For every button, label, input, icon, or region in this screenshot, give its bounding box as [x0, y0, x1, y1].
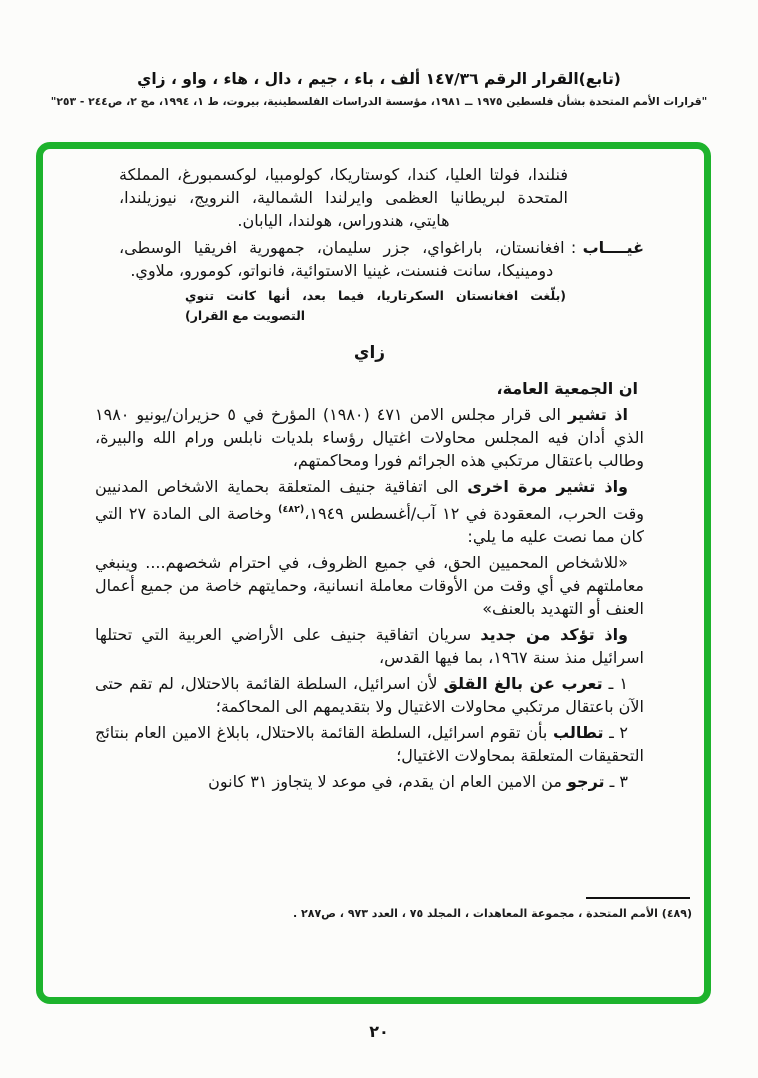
vote-list-continuation: فنلندا، فولتا العليا، كندا، كوستاريكا، كولومبيا، لوكسمبورغ، المملكة المتحدة لبريطانيا العظمى وايرلندا الشمالية، النرويج، نيوزيلندا، هايتي، هندوراس، هولندا، اليابان.	[119, 165, 568, 230]
resolution-content	[95, 163, 644, 793]
section-heading-zay: زاي	[353, 343, 386, 363]
clause-lead: تعرب عن بالغ القلق	[443, 674, 603, 693]
operative-clause-1	[95, 672, 644, 718]
secretariat-note: (بلّغت افغانستان السكرتاريا، فيما بعد، أنها كانت تنوي التصويت مع القرار)	[185, 288, 566, 323]
source-citation: "قرارات الأمم المتحدة بشأن فلسطين ١٩٧٥ ــ ١٩٨١، مؤسسة الدراسات الفلسطينية، بيروت، ط ١، ١٩٩٤، مج ٢، ص٢٤٤ - ٢٥٣"	[50, 95, 708, 108]
footnote-text: (٤٨٩) الأمم المتحدة ، مجموعة المعاهدات ، المجلد ٧٥ ، العدد ٩٧٣ ، ص٢٨٧ .	[293, 907, 692, 920]
page-number: ٢٠	[369, 1022, 389, 1041]
footnote-divider	[586, 897, 690, 899]
clause-number: ٢ ـ	[603, 723, 628, 742]
paragraph-lead: واذ تشير مرة اخرى	[467, 477, 629, 496]
clause-number: ١ ـ	[602, 674, 629, 693]
clause-lead: تطالب	[552, 723, 604, 742]
clause-number: ٣ ـ	[604, 772, 628, 791]
assembly-intro: ان الجمعية العامة،	[496, 379, 638, 398]
preamble-recall-security-council	[95, 403, 644, 472]
resolution-frame	[36, 142, 711, 1004]
preamble-reaffirm	[95, 623, 644, 669]
absent-row	[119, 236, 644, 282]
page-header	[0, 70, 758, 108]
clause-text: بأن تقوم اسرائيل، السلطة القائمة بالاحتلال، بابلاغ الامين العام بنتائج التحقيقات المتعلقة بمحاولات الاغتيال؛	[95, 723, 644, 765]
absent-colon: :	[570, 238, 577, 257]
clause-text: من الامين العام ان يقدم، في موعد لا يتجاوز ٣١ كانون	[208, 772, 568, 791]
clause-lead: ترجو	[567, 772, 605, 791]
absent-country-list: افغانستان، باراغواي، جزر سليمان، جمهورية افريقيا الوسطى، دومينيكا، سانت فنسنت، غينيا الاستوائية، فانواتو، كومورو، ملاوي.	[119, 238, 565, 280]
footnote-reference-marker: (٤٨٢)	[278, 504, 305, 515]
paragraph-text: الى قرار مجلس الامن ٤٧١ (١٩٨٠) المؤرخ في ٥ حزيران/يونيو ١٩٨٠ الذي أدان فيه المجلس محاولات اغتيال رؤساء بلديات نابلس ورام الله والبيرة، وطالب باعتقال مرتكبي هذه الجرائم فورا ومحاكمتهم،	[95, 405, 644, 470]
footnote-area	[274, 897, 692, 921]
clause-text: لأن اسرائيل، السلطة القائمة بالاحتلال، لم تقم حتى الآن باعتقال مرتكبي محاولات الاغتيال ولا بتقديمهم الى المحاكمة؛	[95, 674, 644, 716]
operative-clause-3	[95, 770, 644, 793]
absent-label: غيــــاب	[582, 238, 644, 257]
resolution-title: (تابع)القرار الرقم ١٤٧/٣٦ ألف ، باء ، جيم ، دال ، هاء ، واو ، زاي	[137, 70, 621, 88]
paragraph-lead: واذ تؤكد من جديد	[480, 625, 628, 644]
preamble-recall-geneva	[95, 475, 644, 548]
geneva-convention-quote: «للاشخاص المحميين الحق، في جميع الظروف، في احترام شخصهم.... وينبغي معاملتهم في أي وقت من الأوقات معاملة انسانية، وحمايتهم خاصة من جميع أعمال العنف أو التهديد بالعنف»	[95, 553, 644, 618]
paragraph-text: وخاصة الى المادة ٢٧ التي كان مما نصت عليه ما يلي:	[95, 504, 644, 546]
paragraph-text: سريان اتفاقية جنيف على الأراضي العربية التي تحتلها اسرائيل منذ سنة ١٩٦٧، بما فيها القدس،	[95, 625, 644, 667]
paragraph-text: الى اتفاقية جنيف المتعلقة بحماية الاشخاص المدنيين وقت الحرب، المعقودة في ١٢ آب/أغسطس ١٩٤٩،	[95, 477, 645, 523]
operative-clause-2	[95, 721, 644, 767]
paragraph-lead: اذ تشير	[568, 405, 628, 424]
